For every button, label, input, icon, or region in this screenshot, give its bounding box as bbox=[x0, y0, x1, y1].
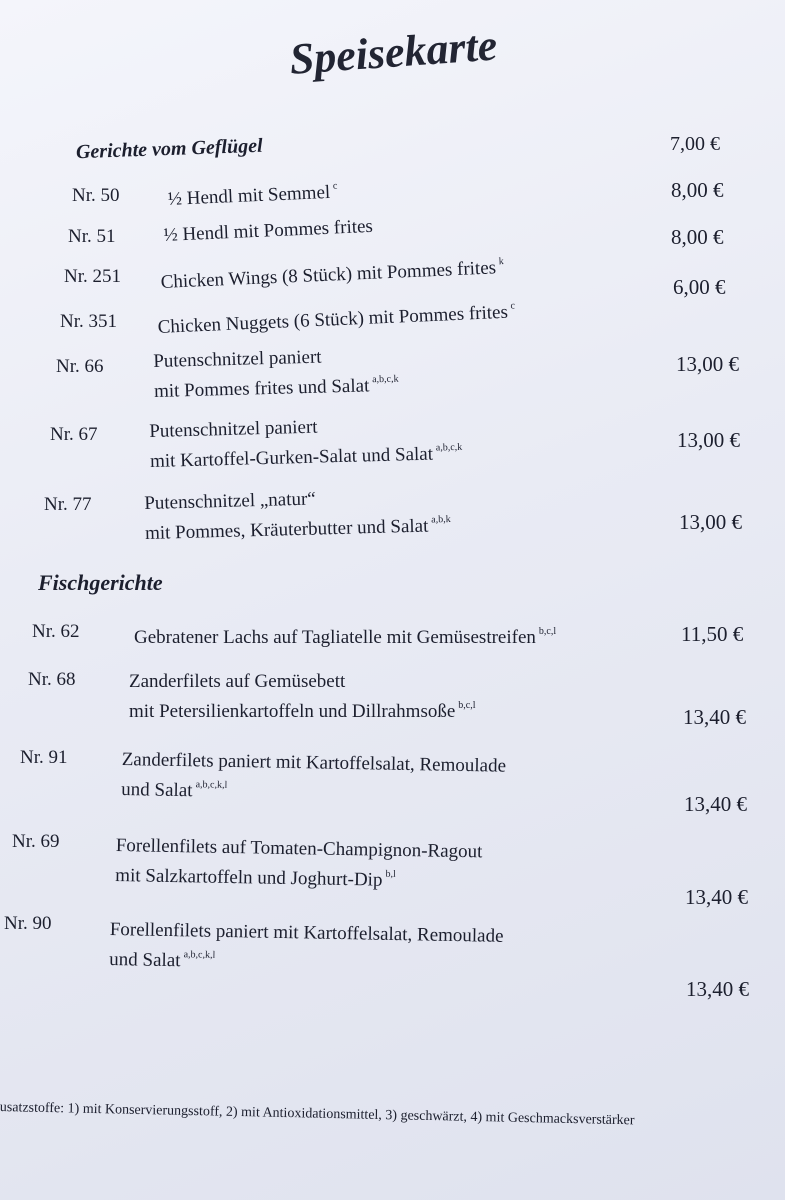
item-description bbox=[163, 215, 373, 248]
item-number: Nr. 67 bbox=[50, 424, 98, 445]
item-line1: Putenschnitzel paniert bbox=[149, 416, 318, 442]
item-description bbox=[144, 484, 451, 546]
item-line2: und Salat bbox=[121, 778, 193, 802]
item-line2: mit Salzkartoffeln und Joghurt-Dip bbox=[115, 864, 383, 891]
item-line2: mit Petersilienkartoffeln und Dillrahmsoße bbox=[129, 701, 456, 722]
item-line1: Chicken Nuggets (6 Stück) mit Pommes frites bbox=[157, 301, 509, 338]
item-price: 8,00 € bbox=[671, 178, 724, 202]
item-price: 6,00 € bbox=[673, 275, 726, 299]
item-description bbox=[115, 834, 483, 894]
item-price: 13,40 € bbox=[684, 792, 747, 816]
item-description bbox=[153, 344, 399, 404]
allergen-marker: a,b,c,k,l bbox=[195, 779, 228, 791]
item-description bbox=[109, 918, 504, 979]
item-price: 13,00 € bbox=[677, 428, 740, 452]
item-price: 13,00 € bbox=[676, 352, 739, 376]
item-description bbox=[167, 175, 338, 212]
item-number: Nr. 50 bbox=[72, 185, 120, 206]
item-line1: Forellenfilets paniert mit Kartoffelsalat, Remoulade bbox=[109, 918, 504, 947]
allergen-marker: c bbox=[510, 300, 516, 312]
item-number: Nr. 91 bbox=[20, 747, 68, 768]
additives-footnote: usatzstoffe: 1) mit Konservierungsstoff, 2) mit Antioxidationsmittel, 3) geschwärzt, 4) mit Geschmacksverstärker bbox=[0, 1100, 635, 1129]
item-description bbox=[134, 620, 556, 650]
item-line2: mit Pommes frites und Salat bbox=[153, 375, 370, 402]
allergen-marker: a,b,c,k,l bbox=[183, 949, 216, 961]
allergen-marker: b,c,l bbox=[458, 700, 476, 711]
item-description bbox=[121, 748, 506, 809]
section-heading-gefluegel: Gerichte vom Geflügel bbox=[75, 134, 263, 164]
item-line1: Putenschnitzel „natur“ bbox=[144, 488, 316, 514]
section-heading-fisch: Fischgerichte bbox=[38, 570, 163, 595]
item-price: 8,00 € bbox=[671, 225, 724, 249]
item-line2: und Salat bbox=[109, 948, 181, 972]
item-line1: ½ Hendl mit Pommes frites bbox=[163, 215, 374, 246]
item-number: Nr. 68 bbox=[28, 669, 76, 690]
item-description bbox=[160, 250, 505, 295]
section-heading-price: 7,00 € bbox=[670, 133, 720, 155]
menu-title: Speisekarte bbox=[288, 20, 499, 84]
item-line1: Chicken Wings (8 Stück) mit Pommes frites bbox=[160, 257, 497, 293]
allergen-marker: c bbox=[332, 180, 338, 192]
item-line1: Gebratener Lachs auf Tagliatelle mit Gemüsestreifen bbox=[134, 627, 536, 648]
item-number: Nr. 77 bbox=[44, 494, 92, 515]
item-number: Nr. 51 bbox=[68, 226, 116, 247]
item-number: Nr. 62 bbox=[32, 621, 80, 642]
allergen-marker: a,b,c,k bbox=[372, 373, 399, 386]
item-number: Nr. 90 bbox=[4, 913, 52, 934]
item-number: Nr. 66 bbox=[56, 356, 104, 377]
item-line1: Putenschnitzel paniert bbox=[153, 346, 322, 372]
item-price: 13,40 € bbox=[686, 977, 749, 1001]
item-line1: Forellenfilets auf Tomaten-Champignon-Ragout bbox=[115, 834, 483, 863]
item-description bbox=[129, 670, 476, 724]
item-price: 13,00 € bbox=[679, 510, 742, 534]
item-line1: Zanderfilets paniert mit Kartoffelsalat, Remoulade bbox=[121, 748, 507, 777]
allergen-marker: b,c,l bbox=[538, 626, 557, 637]
item-line2: mit Pommes, Kräuterbutter und Salat bbox=[144, 515, 429, 544]
item-description bbox=[149, 412, 463, 474]
item-number: Nr. 69 bbox=[12, 831, 60, 852]
allergen-marker: a,b,c,k bbox=[435, 441, 463, 454]
allergen-marker: b,l bbox=[385, 868, 396, 880]
item-line1: Zanderfilets auf Gemüsebett bbox=[129, 671, 346, 692]
item-price: 11,50 € bbox=[681, 622, 744, 646]
item-line2: mit Kartoffel-Gurken-Salat und Salat bbox=[149, 443, 434, 472]
item-number: Nr. 351 bbox=[60, 311, 117, 332]
allergen-marker: a,b,k bbox=[431, 513, 451, 526]
item-price: 13,40 € bbox=[685, 885, 748, 909]
allergen-marker: k bbox=[498, 256, 505, 268]
item-description bbox=[157, 294, 516, 340]
item-number: Nr. 251 bbox=[64, 266, 121, 287]
item-line1: ½ Hendl mit Semmel bbox=[167, 181, 331, 210]
item-price: 13,40 € bbox=[683, 705, 746, 729]
